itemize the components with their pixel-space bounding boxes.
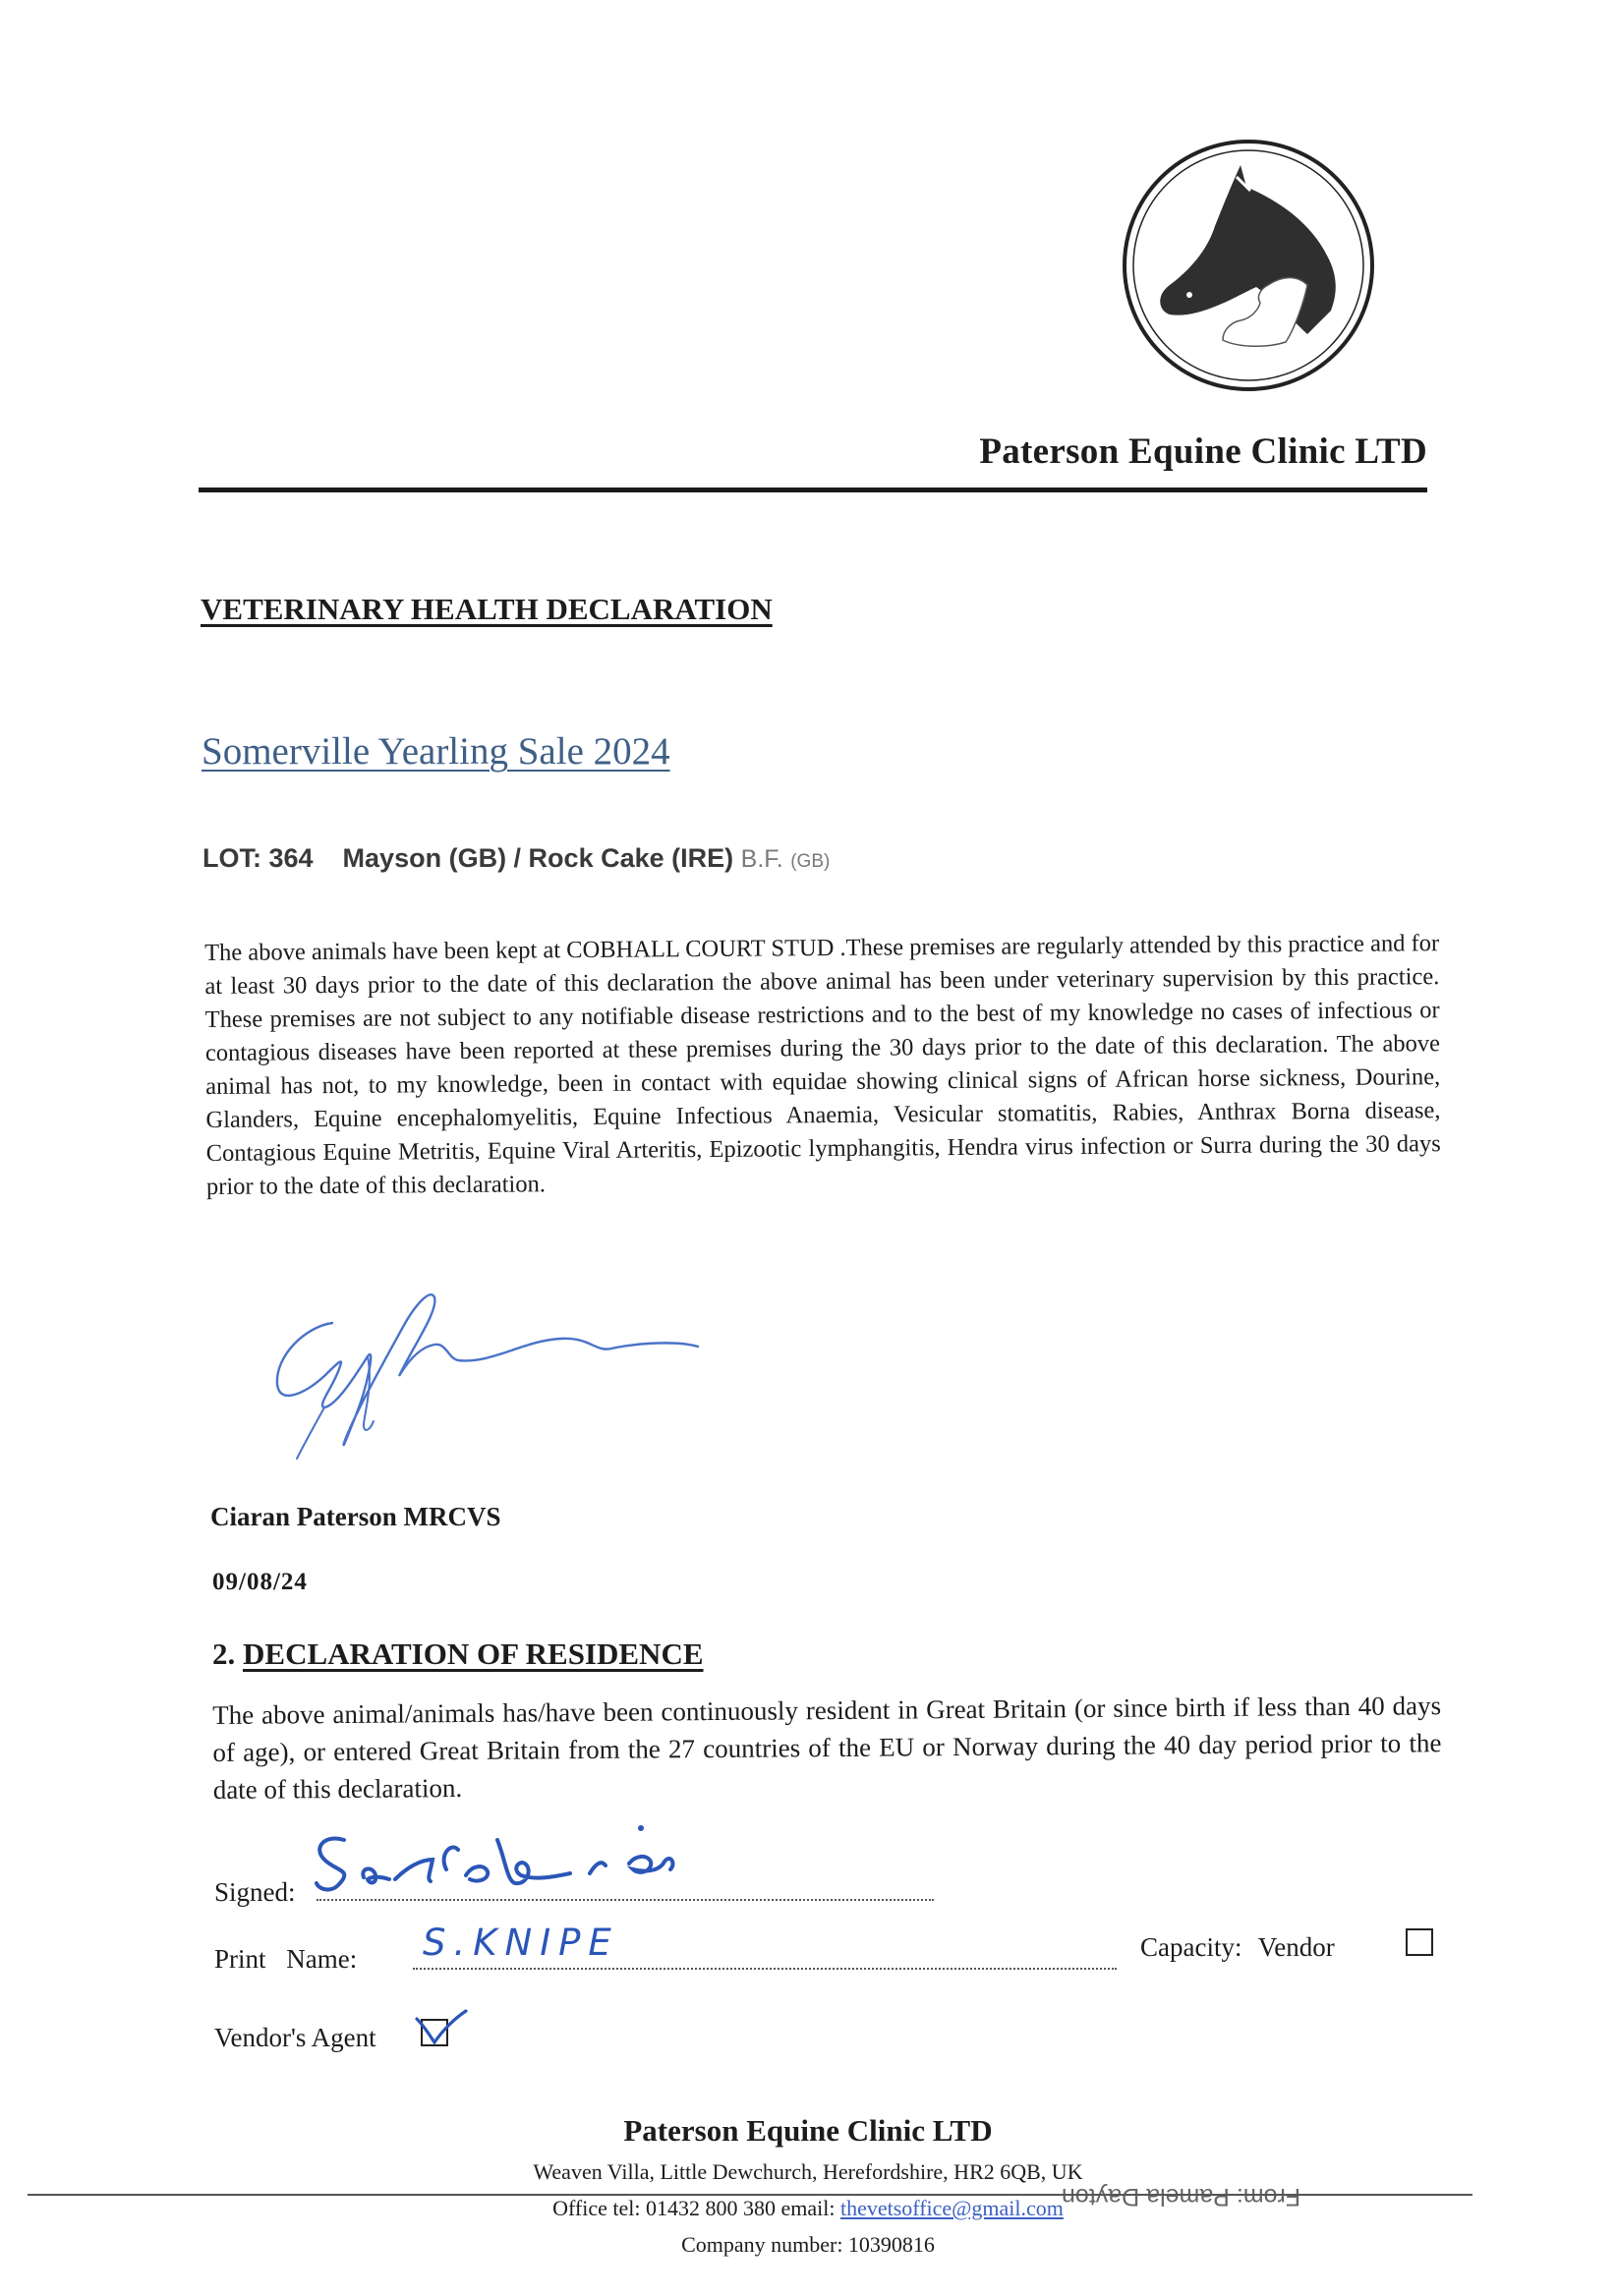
residence-declaration-body: The above animal/animals has/have been continuously resident in Great Britain (or since birth if less than 40 days of age), or entered Great Britain from the 27 countries of the EU or Norway during the 40 day period prior to the date of this declaration. xyxy=(212,1691,1442,1805)
document-title: VETERINARY HEALTH DECLARATION xyxy=(201,592,773,626)
lot-number: LOT: 364 xyxy=(202,843,314,873)
capacity-vendor-label: Capacity: Vendor xyxy=(1140,1932,1335,1962)
footer-tel: Office tel: 01432 800 380 email: xyxy=(552,2196,836,2220)
footer-company-number: Company number: 10390816 xyxy=(681,2232,935,2257)
lot-sex: B.F. xyxy=(740,845,783,873)
health-declaration-body: The above animals have been kept at COBHALL COURT STUD .These premises are regularly attended by this practice and for at least 30 days prior to the date of this declaration the above animal has been under veterinary supervision by this practice. These premises are not subject to any notifiable disease restrictions and to the best of my knowledge no cases of infectious or contagious diseases have been reported at these premises during the 30 days prior to the date of this declaration. The above animal has not, to my knowledge, been in contact with equidae showing clinical signs of African horse sickness, Dourine, Glanders, Equine encephalomyelitis, Equine Infectious Anaemia, Vesicular stomatitis, Rabies, Anthrax Borna disease, Contagious Equine Metritis, Equine Viral Arteritis, Epizootic lymphangitis, Hendra virus infection or Surra during the 30 days prior to the date of this declaration. xyxy=(204,930,1441,1200)
vet-signature xyxy=(265,1268,718,1464)
vet-name: Ciaran Paterson MRCVS xyxy=(210,1502,501,1531)
declaration-date: 09/08/24 xyxy=(212,1569,308,1595)
fax-header-text: From: Pamela Dayton xyxy=(1062,2183,1301,2210)
residence-section-title xyxy=(212,1636,704,1672)
section-title-text: DECLARATION OF RESIDENCE xyxy=(243,1636,704,1671)
footer-address: Weaven Villa, Little Dewchurch, Herefordshire, HR2 6QB, UK xyxy=(533,2159,1083,2184)
lot-pedigree: Mayson (GB) / Rock Cake (IRE) xyxy=(342,843,734,873)
check-mark-icon xyxy=(411,2005,470,2054)
header-rule xyxy=(199,488,1427,492)
footer-email-link[interactable]: thevetsoffice@gmail.com xyxy=(839,2196,1064,2220)
vendor-agent-label: Vendor's Agent xyxy=(214,2023,376,2052)
clinic-name-header: Paterson Equine Clinic LTD xyxy=(979,431,1427,472)
sale-title: Somerville Yearling Sale 2024 xyxy=(202,730,670,773)
vendor-checkbox[interactable] xyxy=(1406,1928,1433,1956)
lot-origin: (GB) xyxy=(790,851,831,872)
print-name-label: Print Name: xyxy=(214,1944,358,1974)
lot-line xyxy=(202,843,830,874)
print-name-value[interactable]: S.KNIPE xyxy=(423,1922,619,1964)
vendor-signature xyxy=(305,1820,737,1919)
signed-label: Signed: xyxy=(214,1877,296,1907)
section-number: 2. xyxy=(212,1636,236,1671)
footer-contact xyxy=(0,2196,1616,2221)
horse-head-logo-icon xyxy=(1121,138,1376,393)
footer-clinic-name: Paterson Equine Clinic LTD xyxy=(623,2113,993,2148)
